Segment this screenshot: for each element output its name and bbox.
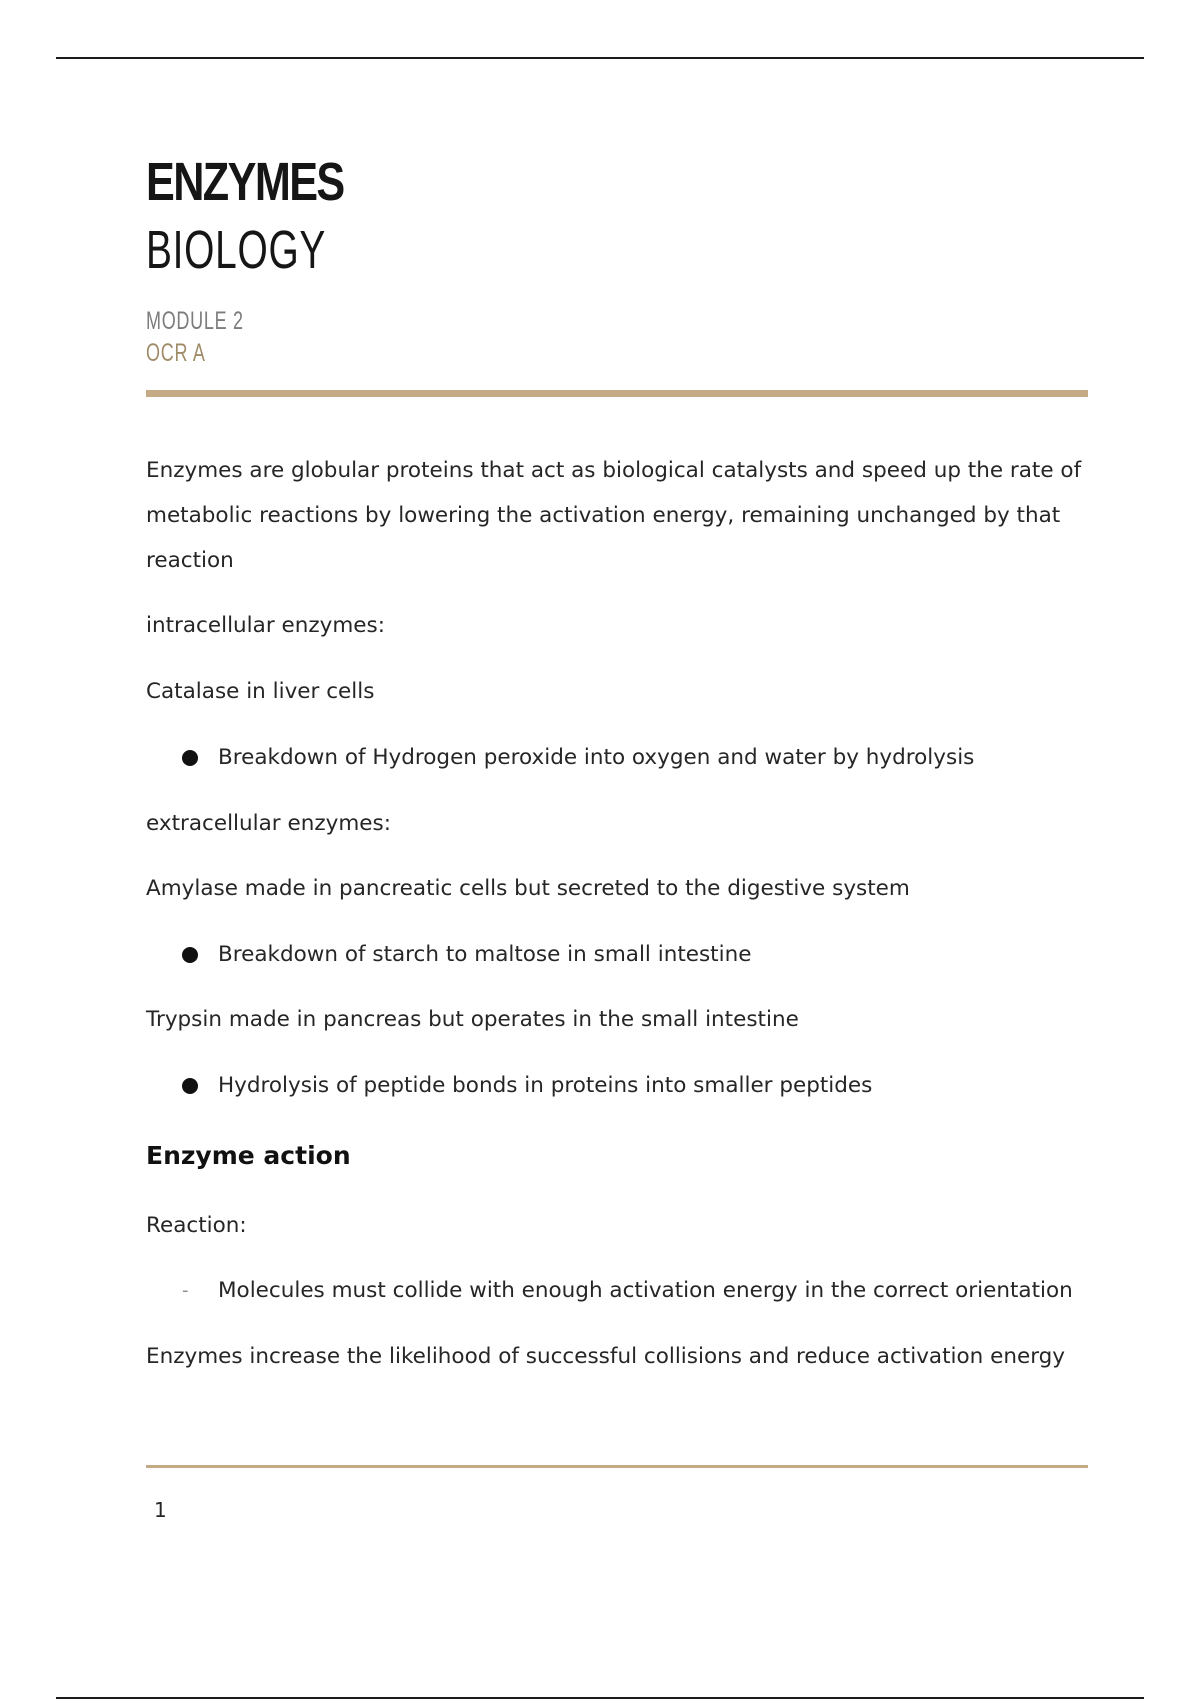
amylase-bullet-text: Breakdown of starch to maltose in small intestine bbox=[218, 942, 752, 967]
bullet-dot-icon bbox=[182, 1078, 198, 1094]
header-divider bbox=[146, 390, 1088, 397]
page-bottom-border bbox=[56, 1697, 1144, 1699]
document-subject: BIOLOGY bbox=[146, 220, 327, 280]
reaction-label: Reaction: bbox=[146, 1213, 247, 1238]
section-heading-enzyme-action: Enzyme action bbox=[146, 1141, 351, 1170]
trypsin-bullet bbox=[182, 1071, 872, 1101]
catalase-bullet-text: Breakdown of Hydrogen peroxide into oxygen and water by hydrolysis bbox=[218, 745, 975, 770]
exam-board-label: OCR A bbox=[146, 339, 206, 367]
dash-bullet-icon: - bbox=[182, 1280, 189, 1301]
page-number: 1 bbox=[154, 1498, 167, 1522]
reaction-bullet-text: Molecules must collide with enough activation energy in the correct orientation bbox=[218, 1278, 1073, 1303]
trypsin-bullet-text: Hydrolysis of peptide bonds in proteins into smaller peptides bbox=[218, 1073, 873, 1098]
catalase-bullet bbox=[182, 743, 974, 773]
catalase-heading: Catalase in liver cells bbox=[146, 679, 375, 704]
module-label: MODULE 2 bbox=[146, 307, 244, 335]
bullet-dot-icon bbox=[182, 947, 198, 963]
conclusion-paragraph: Enzymes increase the likelihood of successful collisions and reduce activation energy bbox=[146, 1344, 1066, 1369]
page-top-border bbox=[56, 57, 1144, 59]
reaction-bullet bbox=[182, 1276, 1073, 1306]
bullet-dot-icon bbox=[182, 750, 198, 766]
footer-divider bbox=[146, 1465, 1088, 1468]
amylase-heading: Amylase made in pancreatic cells but secreted to the digestive system bbox=[146, 876, 910, 901]
trypsin-heading: Trypsin made in pancreas but operates in the small intestine bbox=[146, 1007, 799, 1032]
document-title: ENZYMES bbox=[146, 152, 344, 212]
intracellular-label: intracellular enzymes: bbox=[146, 613, 385, 638]
amylase-bullet bbox=[182, 940, 751, 970]
intro-paragraph: Enzymes are globular proteins that act as biological catalysts and speed up the rate of metabolic reactions by lowering the activation energy, remaining unchanged by that reaction bbox=[146, 458, 1082, 573]
extracellular-label: extracellular enzymes: bbox=[146, 811, 391, 836]
